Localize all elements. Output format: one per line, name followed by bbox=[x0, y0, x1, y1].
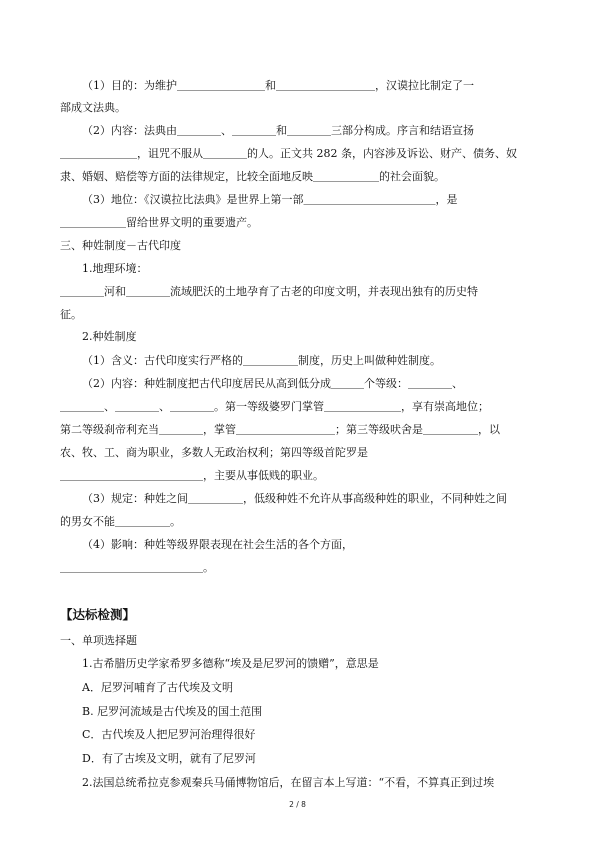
text-line: 部成文法典。 bbox=[60, 101, 126, 114]
question-section-heading: 一、单项选择题 bbox=[60, 634, 137, 647]
text-line: （2）内容：种姓制度把古代印度居民从高到低分成＿＿＿个等级：＿＿＿＿、 bbox=[82, 377, 463, 390]
text-line: （1）含义：古代印度实行严格的＿＿＿＿＿制度，历史上叫做种姓制度。 bbox=[82, 354, 441, 367]
text-line: （3）地位：《汉谟拉比法典》是世界上第一部＿＿＿＿＿＿＿＿＿＿＿＿，是 bbox=[82, 193, 458, 206]
answer-option: D．有了古埃及文明，就有了尼罗河 bbox=[82, 752, 256, 765]
text-line: 第二等级刹帝利充当＿＿＿＿，掌管＿＿＿＿＿＿＿＿＿；第三等级吠舍是＿＿＿＿＿，以 bbox=[60, 423, 500, 436]
text-line: ＿＿＿＿、＿＿＿＿、＿＿＿＿。第一等级婆罗门掌管＿＿＿＿＿＿＿，享有崇高地位； bbox=[60, 400, 489, 413]
page-number: 2 / 8 bbox=[289, 800, 306, 809]
answer-option: C．古代埃及人把尼罗河治理得很好 bbox=[82, 728, 256, 741]
text-line: 征。 bbox=[60, 308, 82, 321]
subheading: 2.种姓制度 bbox=[82, 330, 137, 343]
text-line: 农、牧、工、商为职业，多数人无政治权利；第四等级首陀罗是 bbox=[60, 446, 368, 459]
text-line: ＿＿＿＿＿＿＿＿＿＿＿＿＿，主要从事低贱的职业。 bbox=[60, 469, 324, 482]
text-line: ＿＿＿＿河和＿＿＿＿流域肥沃的土地孕育了古老的印度文明，并表现出独有的历史特 bbox=[60, 285, 478, 298]
subheading: 1.地理环境： bbox=[82, 262, 148, 275]
text-line: 的男女不能＿＿＿＿＿。 bbox=[60, 515, 181, 528]
section-heading: 三、种姓制度－古代印度 bbox=[60, 239, 181, 252]
question-stem: 2.法国总统希拉克参观秦兵马俑博物馆后，在留言本上写道：“不看，不算真正到过埃 bbox=[82, 776, 495, 789]
text-line: （1）目的：为维护＿＿＿＿＿＿＿＿和＿＿＿＿＿＿＿＿＿，汉谟拉比制定了一 bbox=[82, 79, 474, 92]
text-line: （2）内容：法典由＿＿＿＿、＿＿＿＿和＿＿＿＿三部分构成。序言和结语宣扬 bbox=[82, 124, 474, 137]
text-line: （3）规定：种姓之间＿＿＿＿＿，低级种姓不允许从事高级种姓的职业，不同种姓之间 bbox=[82, 492, 507, 505]
text-line: 隶、婚姻、赔偿等方面的法律规定，比较全面地反映＿＿＿＿＿＿的社会面貌。 bbox=[60, 170, 445, 183]
text-line: ＿＿＿＿＿＿＿＿＿＿＿＿＿。 bbox=[60, 561, 214, 574]
text-line: ＿＿＿＿＿＿＿，诅咒不服从＿＿＿＿的人。正文共 282 条，内容涉及诉讼、财产、债务、奴 bbox=[60, 147, 517, 160]
question-stem: 1.古希腊历史学家希罗多德称“埃及是尼罗河的馈赠”，意思是 bbox=[82, 657, 379, 670]
answer-option: B. 尼罗河流域是古代埃及的国土范围 bbox=[82, 705, 263, 718]
text-line: ＿＿＿＿＿＿留给世界文明的重要遗产。 bbox=[60, 216, 258, 229]
text-line: （4）影响：种姓等级界限表现在社会生活的各个方面， bbox=[82, 538, 353, 551]
section-title: 【达标检测】 bbox=[60, 607, 136, 622]
answer-option: A．尼罗河哺育了古代埃及文明 bbox=[82, 681, 233, 694]
